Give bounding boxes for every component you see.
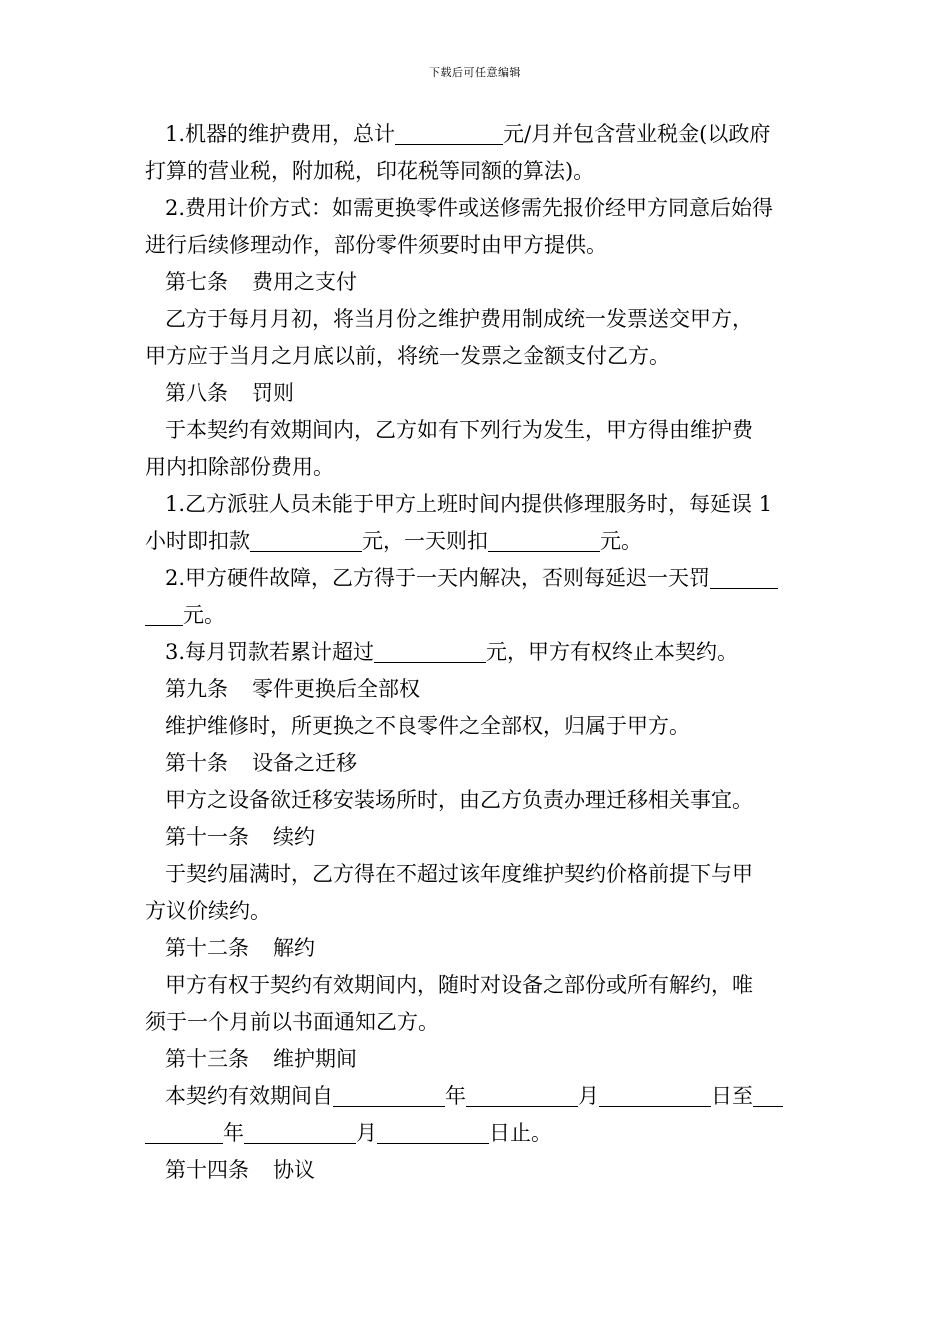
relocation-line: 甲方之设备欲迁移安装场所时，由乙方负责办理迁移相关事宜。 — [165, 788, 753, 812]
section-heading-12 — [145, 930, 807, 967]
text-run: 日止。 — [489, 1121, 552, 1145]
fill-in-blank — [599, 1084, 711, 1107]
section-number: 第九条 — [165, 677, 228, 701]
period-line-1 — [145, 1078, 807, 1115]
penalty-2-line-1 — [145, 560, 807, 597]
fill-in-blank — [374, 640, 486, 663]
section-title: 零件更换后全部权 — [252, 677, 420, 701]
text-run: 元/月并包含营业税金(以政府 — [503, 122, 771, 146]
text-run: 年 — [223, 1121, 244, 1145]
penalty-1-line-2 — [145, 523, 807, 560]
fill-in-blank — [244, 1121, 356, 1144]
section-number: 第七条 — [165, 270, 228, 294]
parts-ownership-line: 维护维修时，所更换之不良零件之全部权，归属于甲方。 — [165, 714, 690, 738]
text-run: 元。 — [600, 529, 642, 553]
payment-line-1: 乙方于每月月初，将当月份之维护费用制成统一发票送交甲方， — [165, 307, 753, 331]
section-heading-10 — [145, 745, 807, 782]
penalty-2-line-2 — [145, 597, 807, 634]
text-run: 元。 — [183, 603, 225, 627]
section-number: 第十四条 — [165, 1158, 249, 1182]
section-title: 维护期间 — [273, 1047, 357, 1071]
fill-in-blank — [145, 1121, 223, 1144]
text-run: 月 — [578, 1084, 599, 1108]
fee-clause-2-line-1: 2.费用计价方式：如需更换零件或送修需先报价经甲方同意后始得 — [165, 196, 774, 220]
fill-in-blank — [145, 603, 183, 626]
text-run: 元，甲方有权终止本契约。 — [486, 640, 739, 664]
fill-in-blank — [333, 1084, 445, 1107]
text-run: 3.每月罚款若累计超过 — [165, 640, 375, 664]
fee-clause-1-line-2: 打算的营业税，附加税，印花税等同额的算法)。 — [145, 159, 595, 183]
text-run: 2.甲方硬件故障，乙方得于一天内解决，否则每延迟一天罚 — [165, 566, 711, 590]
fill-in-blank — [395, 122, 503, 145]
text-run: 日至 — [711, 1084, 753, 1108]
fee-clause-2-line-2: 进行后续修理动作，部份零件须要时由甲方提供。 — [145, 233, 607, 257]
section-title: 设备之迁移 — [252, 751, 357, 775]
section-heading-7 — [145, 264, 807, 301]
document-body — [145, 116, 807, 1189]
fill-in-blank — [466, 1084, 578, 1107]
section-number: 第十一条 — [165, 825, 249, 849]
section-title: 解约 — [273, 936, 315, 960]
fee-clause-1-line-1 — [145, 116, 807, 153]
section-heading-13 — [145, 1041, 807, 1078]
section-number: 第十二条 — [165, 936, 249, 960]
section-title: 协议 — [273, 1158, 315, 1182]
fill-in-blank — [377, 1121, 489, 1144]
fill-in-blank — [710, 566, 778, 589]
section-title: 续约 — [273, 825, 315, 849]
text-run: 本契约有效期间自 — [165, 1084, 333, 1108]
section-title: 费用之支付 — [252, 270, 357, 294]
text-run: 年 — [445, 1084, 466, 1108]
penalty-1-line-1: 1.乙方派驻人员未能于甲方上班时间内提供修理服务时，每延误 1 — [165, 492, 773, 516]
page-header: 下载后可任意编辑 — [429, 66, 521, 79]
renewal-line-1: 于契约届满时，乙方得在不超过该年度维护契约价格前提下与甲 — [165, 862, 753, 886]
penalty-intro-line-1: 于本契约有效期间内，乙方如有下列行为发生，甲方得由维护费 — [165, 418, 753, 442]
section-heading-9 — [145, 671, 807, 708]
section-title: 罚则 — [252, 381, 294, 405]
penalty-3-line — [145, 634, 807, 671]
section-heading-11 — [145, 819, 807, 856]
fill-in-blank — [753, 1084, 783, 1107]
fill-in-blank — [488, 529, 600, 552]
termination-line-2: 须于一个月前以书面通知乙方。 — [145, 1010, 439, 1034]
text-run: 月 — [356, 1121, 377, 1145]
fill-in-blank — [250, 529, 362, 552]
section-heading-8 — [145, 375, 807, 412]
termination-line-1: 甲方有权于契约有效期间内，随时对设备之部份或所有解约，唯 — [165, 973, 753, 997]
payment-line-2: 甲方应于当月之月底以前，将统一发票之金额支付乙方。 — [145, 344, 670, 368]
section-number: 第八条 — [165, 381, 228, 405]
period-line-2 — [145, 1115, 807, 1152]
section-number: 第十三条 — [165, 1047, 249, 1071]
text-run: 1.机器的维护费用，总计 — [165, 122, 396, 146]
text-run: 元，一天则扣 — [362, 529, 488, 553]
section-heading-14 — [145, 1152, 807, 1189]
section-number: 第十条 — [165, 751, 228, 775]
text-run: 小时即扣款 — [145, 529, 250, 553]
renewal-line-2: 方议价续约。 — [145, 899, 271, 923]
penalty-intro-line-2: 用内扣除部份费用。 — [145, 455, 334, 479]
